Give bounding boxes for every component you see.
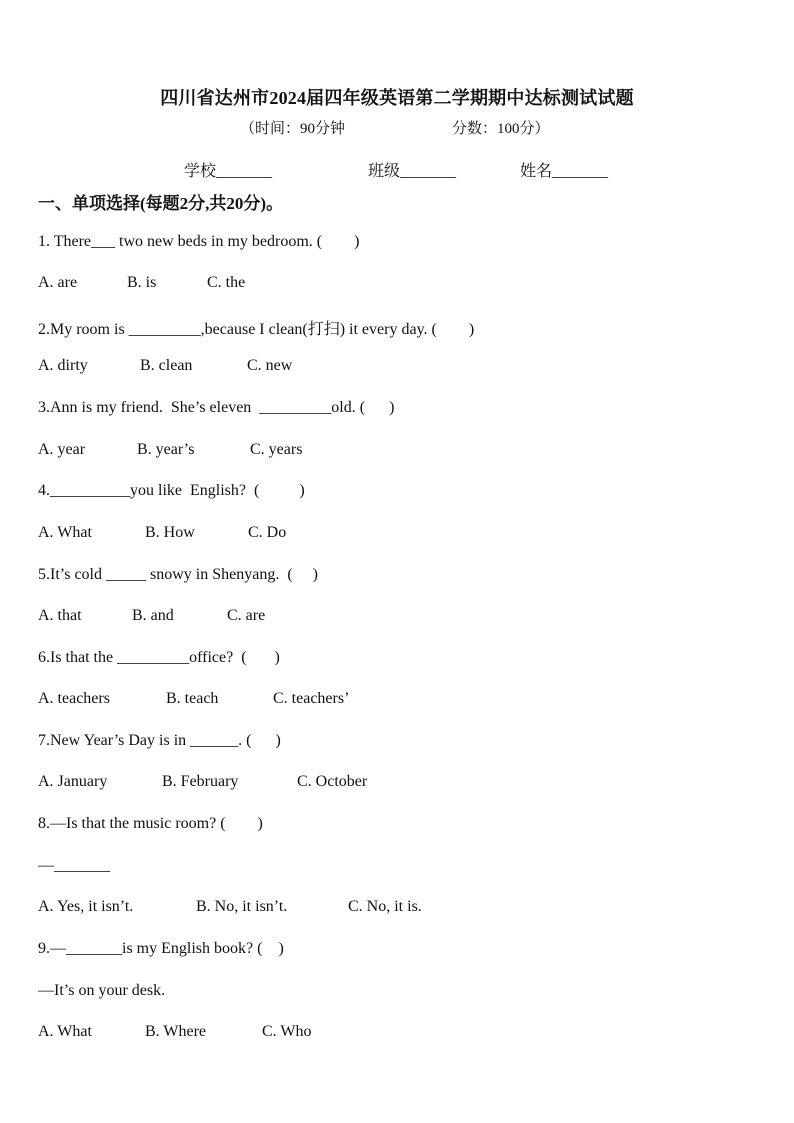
option-c: C. Who (262, 1023, 312, 1040)
question-6-options (38, 690, 738, 712)
option-c: C. are (227, 607, 266, 624)
question-5: 5.It’s cold _____ snowy in Shenyang. ( ) (38, 566, 318, 583)
option-b: B. is (127, 274, 157, 291)
question-5-options (38, 607, 738, 629)
option-a: A. teachers (38, 690, 110, 707)
option-b: B. How (145, 524, 195, 541)
option-a: A. January (38, 773, 108, 790)
exam-score: 分数：100分） (452, 121, 550, 137)
option-c: C. October (297, 773, 368, 790)
option-a: A. dirty (38, 357, 88, 374)
question-2-options (38, 357, 738, 379)
option-c: C. Do (248, 524, 287, 541)
option-c: C. new (247, 357, 293, 374)
option-a: A. that (38, 607, 82, 624)
option-b: B. No, it isn’t. (196, 898, 288, 915)
option-b: B. year’s (137, 441, 195, 458)
question-4-options (38, 524, 738, 546)
question-6: 6.Is that the _________office? ( ) (38, 649, 280, 666)
question-9: 9.—_______is my English book? ( ) (38, 940, 284, 957)
option-c: C. the (207, 274, 246, 291)
option-a: A. What (38, 524, 92, 541)
option-b: B. February (162, 773, 239, 790)
page-title: 四川省达州市2024届四年级英语第二学期期中达标测试试题 (160, 88, 634, 108)
question-9-answer-line: —It’s on your desk. (38, 982, 166, 999)
question-8: 8.—Is that the music room? ( ) (38, 815, 263, 832)
question-8-answer-line: —_______ (38, 857, 110, 874)
option-b: B. and (132, 607, 174, 624)
section-heading: 一、单项选择(每题2分,共20分)。 (38, 194, 284, 213)
option-c: C. teachers’ (273, 690, 350, 707)
option-b: B. Where (145, 1023, 207, 1040)
option-b: B. teach (166, 690, 219, 707)
option-c: C. years (250, 441, 303, 458)
question-9-options (38, 1023, 738, 1045)
question-2: 2.My room is _________,because I clean(打扫) it every day. ( ) (38, 321, 475, 338)
question-7-options (38, 773, 738, 795)
question-4: 4.__________you like English? ( ) (38, 482, 305, 499)
question-1-options (38, 274, 738, 296)
question-1: 1. There___ two new beds in my bedroom. ( ) (38, 233, 360, 250)
option-a: A. are (38, 274, 78, 291)
school-field: 学校_______ (184, 163, 273, 180)
question-3-options (38, 441, 738, 463)
exam-time: （时间：90分钟 (240, 121, 346, 137)
class-field: 班级_______ (368, 163, 457, 180)
name-field: 姓名_______ (520, 163, 609, 180)
option-c: C. No, it is. (348, 898, 422, 915)
question-3: 3.Ann is my friend. She’s eleven _________old. ( ) (38, 399, 395, 416)
option-a: A. Yes, it isn’t. (38, 898, 134, 915)
question-7: 7.New Year’s Day is in ______. ( ) (38, 732, 281, 749)
option-a: A. What (38, 1023, 92, 1040)
question-8-options (38, 898, 738, 920)
option-a: A. year (38, 441, 86, 458)
option-b: B. clean (140, 357, 193, 374)
